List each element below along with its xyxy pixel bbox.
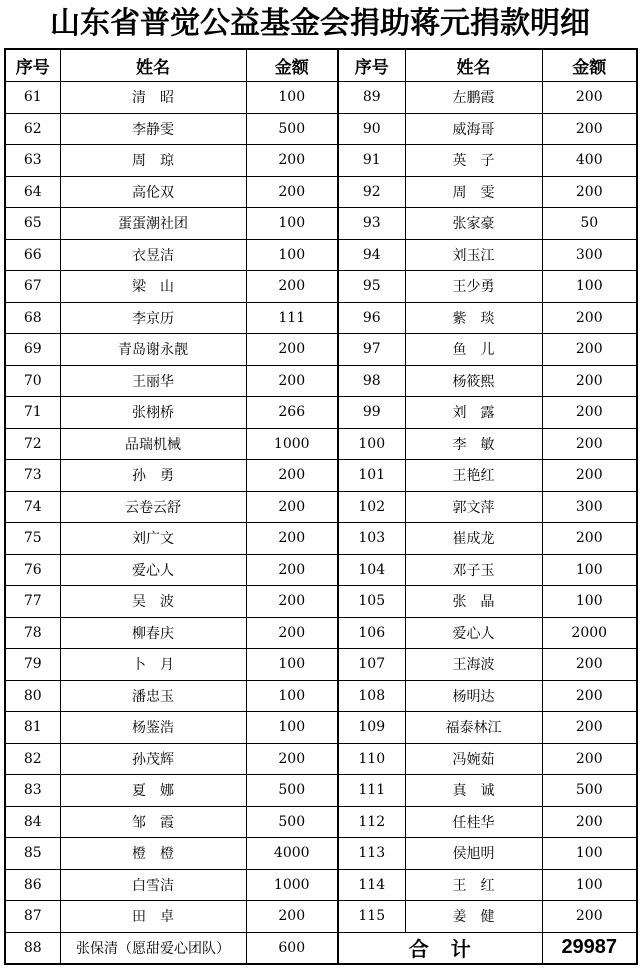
cell-amount: 200 <box>246 271 338 303</box>
cell-no: 80 <box>5 680 60 712</box>
cell-no: 75 <box>5 523 60 555</box>
cell-amount: 200 <box>542 397 637 429</box>
cell-amount: 200 <box>246 586 338 618</box>
table-row <box>5 712 637 744</box>
cell-name: 青岛谢永靓 <box>60 334 246 366</box>
cell-no: 108 <box>338 680 405 712</box>
cell-amount: 200 <box>542 712 637 744</box>
cell-no: 109 <box>338 712 405 744</box>
cell-name: 杨鉴浩 <box>60 712 246 744</box>
cell-amount: 2000 <box>542 617 637 649</box>
table-row <box>5 523 637 555</box>
cell-name: 白雪洁 <box>60 869 246 901</box>
table-row <box>5 649 637 681</box>
cell-amount: 500 <box>246 113 338 145</box>
cell-no: 66 <box>5 239 60 271</box>
cell-no: 97 <box>338 334 405 366</box>
table-row <box>5 901 637 933</box>
cell-no: 115 <box>338 901 405 933</box>
cell-amount: 500 <box>246 775 338 807</box>
cell-amount: 200 <box>542 428 637 460</box>
cell-no: 106 <box>338 617 405 649</box>
cell-no: 111 <box>338 775 405 807</box>
header-no-left: 序号 <box>5 49 60 82</box>
cell-no: 77 <box>5 586 60 618</box>
cell-amount: 300 <box>542 491 637 523</box>
cell-name: 郭文萍 <box>405 491 542 523</box>
cell-amount: 200 <box>246 523 338 555</box>
cell-amount: 200 <box>542 901 637 933</box>
cell-no: 64 <box>5 176 60 208</box>
total-label: 合 计 <box>338 932 542 964</box>
cell-name: 夏 娜 <box>60 775 246 807</box>
cell-name: 云卷云舒 <box>60 491 246 523</box>
cell-amount: 200 <box>542 334 637 366</box>
cell-no: 83 <box>5 775 60 807</box>
table-row <box>5 176 637 208</box>
cell-amount: 1000 <box>246 428 338 460</box>
table-row <box>5 806 637 838</box>
cell-name: 杨明达 <box>405 680 542 712</box>
cell-amount: 600 <box>246 932 338 964</box>
cell-no: 65 <box>5 208 60 240</box>
cell-no: 79 <box>5 649 60 681</box>
cell-name: 鱼 儿 <box>405 334 542 366</box>
cell-no: 110 <box>338 743 405 775</box>
cell-no: 105 <box>338 586 405 618</box>
cell-amount: 200 <box>246 460 338 492</box>
cell-amount: 200 <box>246 554 338 586</box>
table-row <box>5 838 637 870</box>
cell-no: 101 <box>338 460 405 492</box>
table-row <box>5 617 637 649</box>
cell-name: 王 红 <box>405 869 542 901</box>
cell-amount: 200 <box>246 176 338 208</box>
header-name-left: 姓名 <box>60 49 246 82</box>
cell-no: 89 <box>338 82 405 114</box>
cell-name: 孙茂辉 <box>60 743 246 775</box>
cell-amount: 100 <box>246 680 338 712</box>
cell-name: 橙 橙 <box>60 838 246 870</box>
cell-amount: 200 <box>542 649 637 681</box>
header-amount-left: 金额 <box>246 49 338 82</box>
cell-name: 爱心人 <box>60 554 246 586</box>
cell-amount: 200 <box>542 82 637 114</box>
cell-no: 70 <box>5 365 60 397</box>
cell-name: 高伦双 <box>60 176 246 208</box>
cell-no: 63 <box>5 145 60 177</box>
cell-amount: 200 <box>542 680 637 712</box>
table-row <box>5 554 637 586</box>
cell-no: 114 <box>338 869 405 901</box>
cell-name: 张保清（愿甜爱心团队） <box>60 932 246 964</box>
cell-no: 104 <box>338 554 405 586</box>
cell-name: 左鹏霞 <box>405 82 542 114</box>
table-row <box>5 775 637 807</box>
cell-amount: 200 <box>542 806 637 838</box>
header-no-right: 序号 <box>338 49 405 82</box>
cell-name: 任桂华 <box>405 806 542 838</box>
table-row <box>5 271 637 303</box>
table-row <box>5 428 637 460</box>
total-value: 29987 <box>542 932 637 964</box>
table-row <box>5 302 637 334</box>
table-row <box>5 397 637 429</box>
table-body <box>5 82 637 933</box>
cell-name: 潘忠玉 <box>60 680 246 712</box>
cell-amount: 500 <box>542 775 637 807</box>
cell-name: 吴 波 <box>60 586 246 618</box>
cell-name: 崔成龙 <box>405 523 542 555</box>
cell-name: 柳春庆 <box>60 617 246 649</box>
cell-no: 85 <box>5 838 60 870</box>
cell-no: 103 <box>338 523 405 555</box>
cell-name: 张栩桥 <box>60 397 246 429</box>
cell-no: 69 <box>5 334 60 366</box>
cell-amount: 100 <box>542 838 637 870</box>
donation-table <box>4 48 638 965</box>
cell-amount: 200 <box>246 334 338 366</box>
cell-no: 74 <box>5 491 60 523</box>
cell-amount: 100 <box>542 586 637 618</box>
cell-name: 孙 勇 <box>60 460 246 492</box>
cell-name: 邓子玉 <box>405 554 542 586</box>
cell-no: 107 <box>338 649 405 681</box>
document-title: 山东省普觉公益基金会捐助蒋元捐款明细 <box>50 6 590 41</box>
cell-no: 91 <box>338 145 405 177</box>
cell-name: 王少勇 <box>405 271 542 303</box>
cell-name: 刘玉江 <box>405 239 542 271</box>
cell-name: 福泰林江 <box>405 712 542 744</box>
cell-amount: 200 <box>246 145 338 177</box>
cell-amount: 100 <box>246 82 338 114</box>
cell-name: 张家豪 <box>405 208 542 240</box>
cell-amount: 200 <box>542 176 637 208</box>
cell-name: 杨筱熙 <box>405 365 542 397</box>
cell-amount: 4000 <box>246 838 338 870</box>
cell-amount: 300 <box>542 239 637 271</box>
cell-amount: 1000 <box>246 869 338 901</box>
cell-no: 98 <box>338 365 405 397</box>
cell-amount: 200 <box>542 113 637 145</box>
cell-no: 81 <box>5 712 60 744</box>
cell-amount: 100 <box>542 271 637 303</box>
cell-no: 96 <box>338 302 405 334</box>
cell-amount: 100 <box>246 208 338 240</box>
cell-amount: 200 <box>542 302 637 334</box>
cell-no: 71 <box>5 397 60 429</box>
cell-amount: 200 <box>246 365 338 397</box>
table-row <box>5 113 637 145</box>
header-amount-right: 金额 <box>542 49 637 82</box>
cell-name: 王艳红 <box>405 460 542 492</box>
table-row <box>5 82 637 114</box>
cell-name: 梁 山 <box>60 271 246 303</box>
cell-no: 82 <box>5 743 60 775</box>
cell-name: 爱心人 <box>405 617 542 649</box>
cell-name: 品瑞机械 <box>60 428 246 460</box>
cell-no: 68 <box>5 302 60 334</box>
cell-name: 李静雯 <box>60 113 246 145</box>
cell-amount: 100 <box>542 554 637 586</box>
cell-amount: 200 <box>246 743 338 775</box>
cell-no: 76 <box>5 554 60 586</box>
cell-amount: 200 <box>542 743 637 775</box>
cell-name: 姜 健 <box>405 901 542 933</box>
cell-name: 紫 琰 <box>405 302 542 334</box>
cell-no: 86 <box>5 869 60 901</box>
cell-name: 冯婉茹 <box>405 743 542 775</box>
cell-name: 李京历 <box>60 302 246 334</box>
cell-amount: 200 <box>246 617 338 649</box>
cell-amount: 200 <box>542 523 637 555</box>
cell-amount: 111 <box>246 302 338 334</box>
cell-name: 清 昭 <box>60 82 246 114</box>
cell-amount: 500 <box>246 806 338 838</box>
cell-amount: 200 <box>542 365 637 397</box>
cell-no: 102 <box>338 491 405 523</box>
cell-name: 蛋蛋潮社团 <box>60 208 246 240</box>
cell-no: 78 <box>5 617 60 649</box>
table-row <box>5 743 637 775</box>
table-row <box>5 586 637 618</box>
table-row <box>5 869 637 901</box>
cell-name: 威海哥 <box>405 113 542 145</box>
cell-no: 95 <box>338 271 405 303</box>
cell-amount: 100 <box>542 869 637 901</box>
table-row <box>5 145 637 177</box>
cell-name: 真 诚 <box>405 775 542 807</box>
header-name-right: 姓名 <box>405 49 542 82</box>
cell-name: 侯旭明 <box>405 838 542 870</box>
cell-no: 94 <box>338 239 405 271</box>
cell-amount: 200 <box>542 460 637 492</box>
cell-amount: 100 <box>246 649 338 681</box>
cell-name: 英 子 <box>405 145 542 177</box>
cell-no: 112 <box>338 806 405 838</box>
cell-name: 刘 露 <box>405 397 542 429</box>
table-row <box>5 365 637 397</box>
table-row <box>5 460 637 492</box>
cell-name: 张 晶 <box>405 586 542 618</box>
cell-no: 73 <box>5 460 60 492</box>
cell-name: 刘广文 <box>60 523 246 555</box>
cell-no: 93 <box>338 208 405 240</box>
cell-amount: 266 <box>246 397 338 429</box>
cell-name: 田 卓 <box>60 901 246 933</box>
table-row <box>5 208 637 240</box>
cell-name: 李 敏 <box>405 428 542 460</box>
cell-amount: 200 <box>246 901 338 933</box>
cell-name: 周 琼 <box>60 145 246 177</box>
cell-no: 99 <box>338 397 405 429</box>
cell-no: 72 <box>5 428 60 460</box>
table-row <box>5 491 637 523</box>
cell-no: 92 <box>338 176 405 208</box>
cell-amount: 100 <box>246 239 338 271</box>
table-row <box>5 239 637 271</box>
cell-no: 113 <box>338 838 405 870</box>
cell-no: 100 <box>338 428 405 460</box>
cell-name: 周 雯 <box>405 176 542 208</box>
table-row <box>5 334 637 366</box>
cell-no: 62 <box>5 113 60 145</box>
cell-name: 衣昱洁 <box>60 239 246 271</box>
cell-no: 87 <box>5 901 60 933</box>
cell-amount: 100 <box>246 712 338 744</box>
cell-amount: 400 <box>542 145 637 177</box>
cell-name: 王丽华 <box>60 365 246 397</box>
cell-amount: 50 <box>542 208 637 240</box>
cell-amount: 200 <box>246 491 338 523</box>
table-row <box>5 680 637 712</box>
cell-name: 王海波 <box>405 649 542 681</box>
cell-no: 90 <box>338 113 405 145</box>
cell-name: 卜 月 <box>60 649 246 681</box>
cell-no: 84 <box>5 806 60 838</box>
table-row-last <box>5 932 637 964</box>
table-header-row <box>5 49 637 82</box>
cell-no: 67 <box>5 271 60 303</box>
cell-name: 邹 霞 <box>60 806 246 838</box>
cell-no: 61 <box>5 82 60 114</box>
cell-no: 88 <box>5 932 60 964</box>
